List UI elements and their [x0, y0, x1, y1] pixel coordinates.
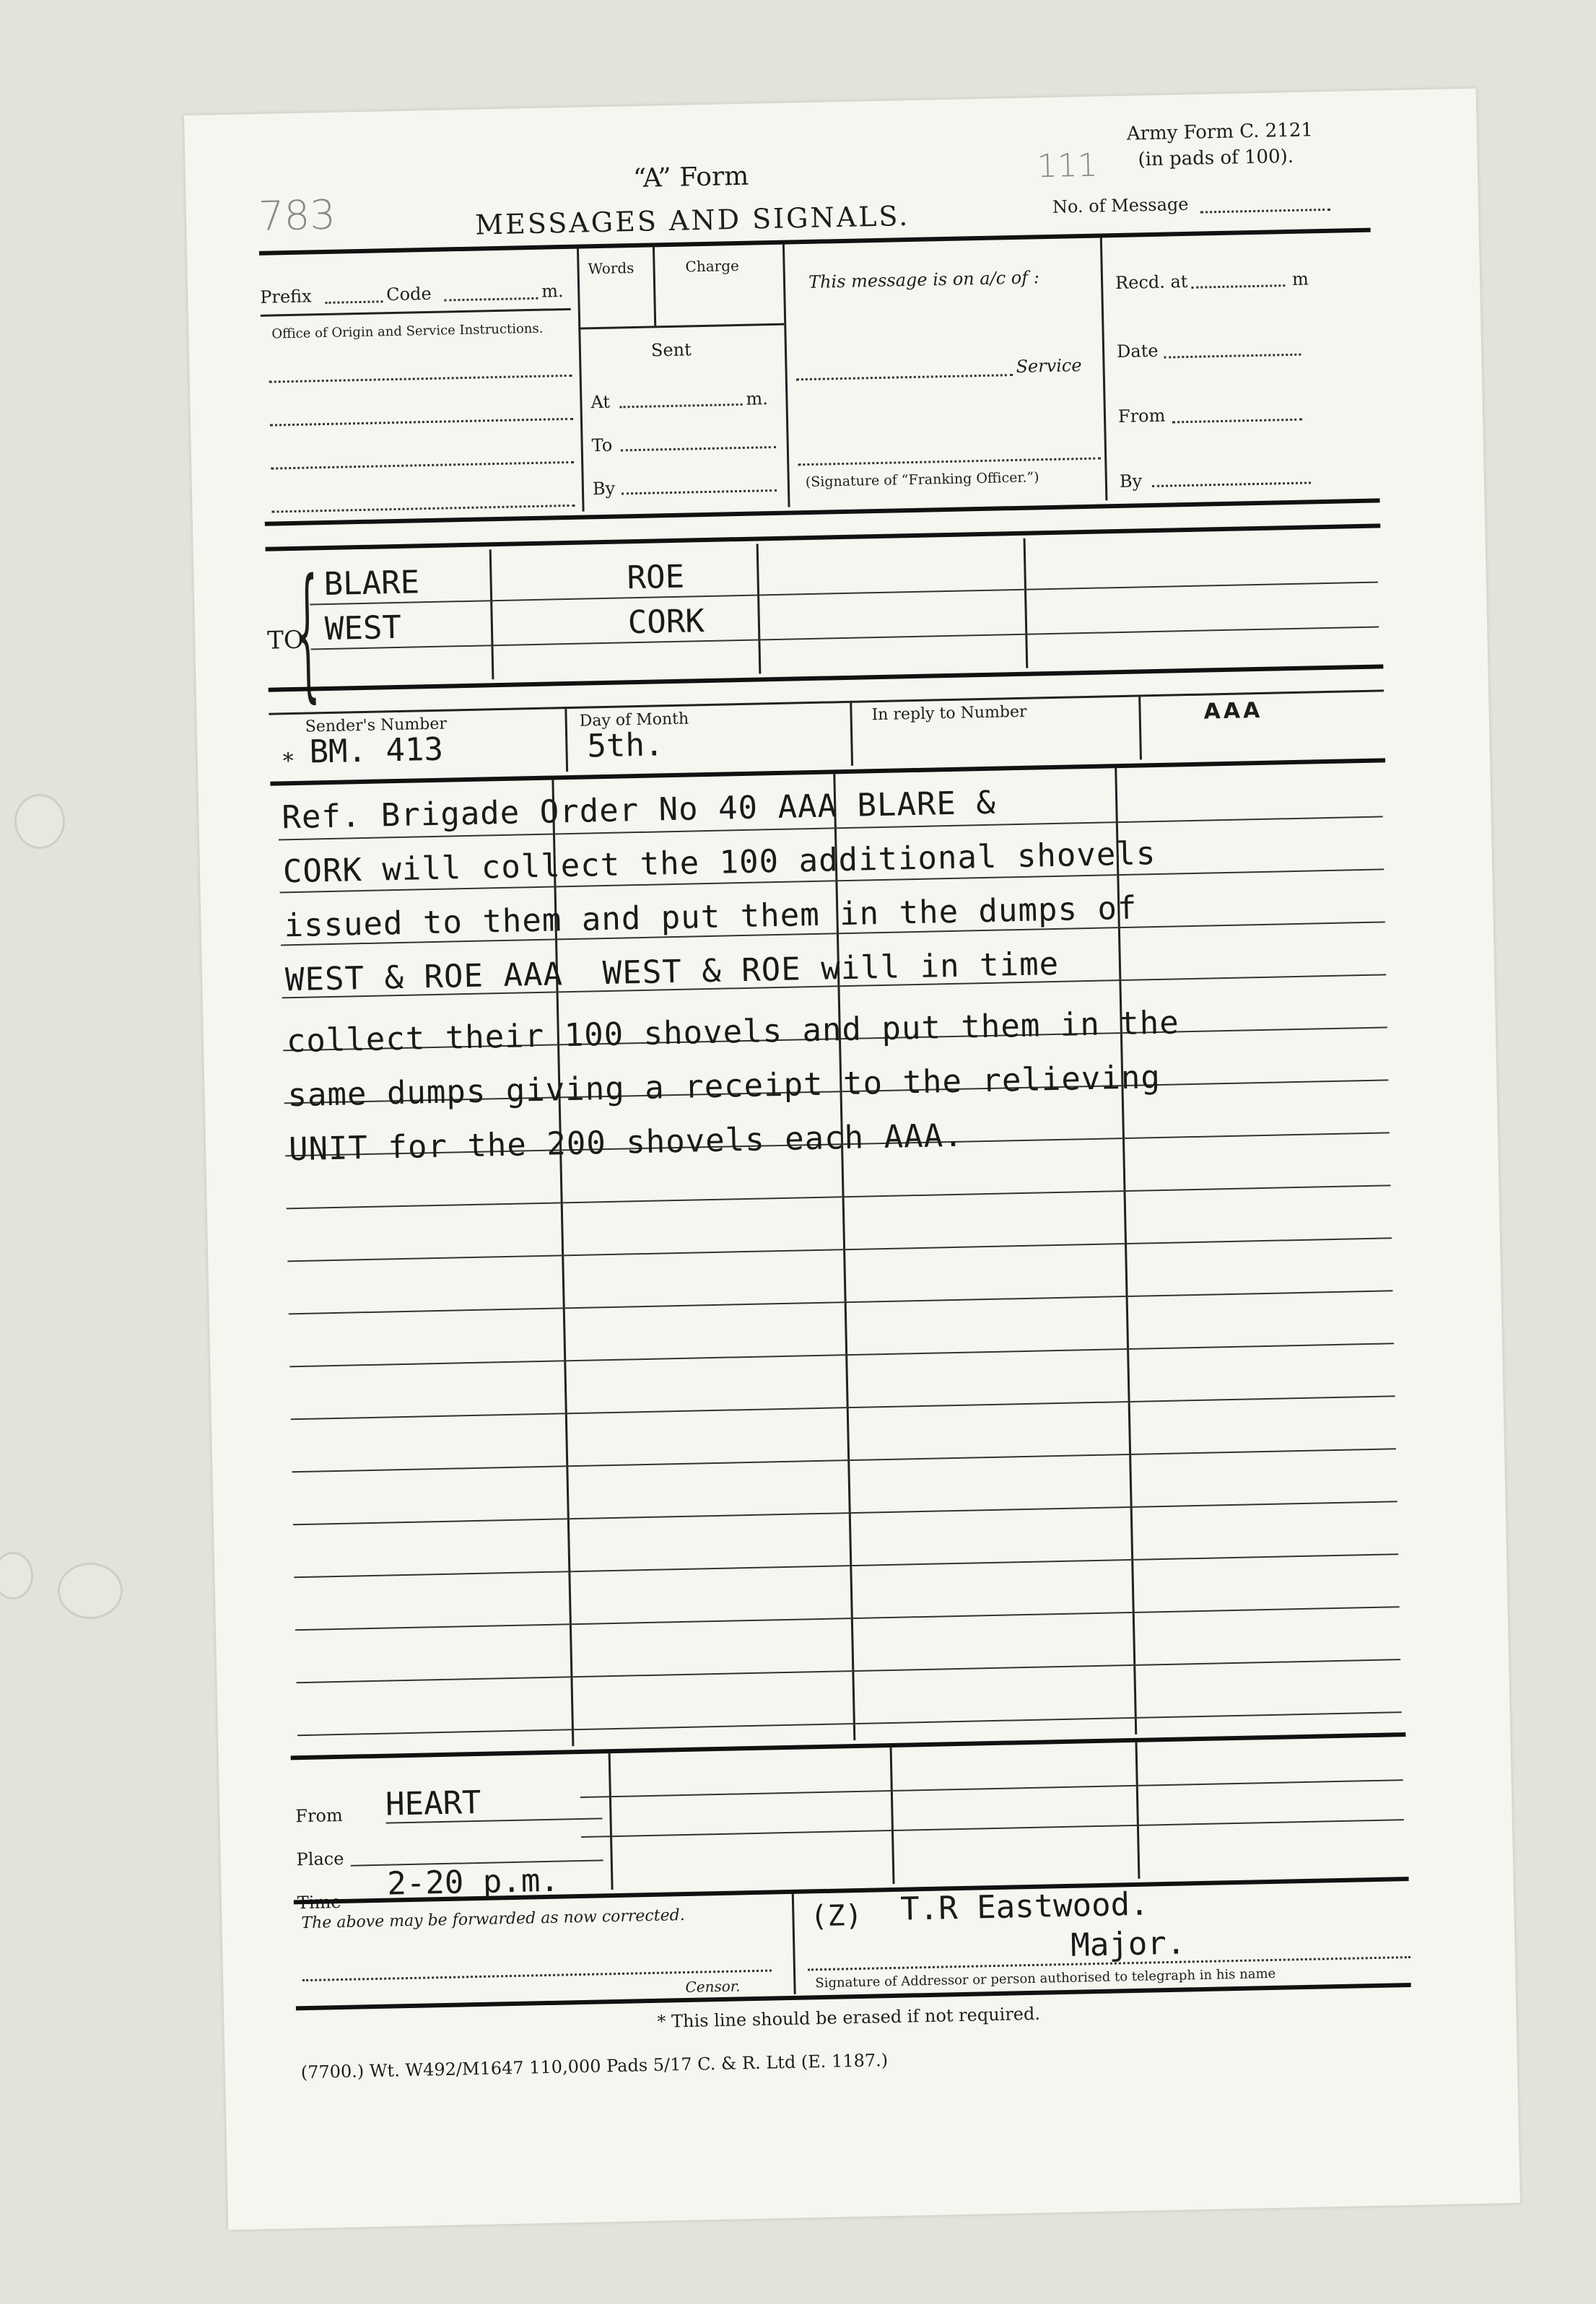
pencil-number: 783 — [258, 191, 336, 240]
writing-rule — [289, 1343, 1394, 1367]
message-line: Ref. Brigade Order No 40 AAA BLARE & — [281, 784, 997, 837]
writing-rule — [297, 1711, 1402, 1736]
writing-rule — [291, 1395, 1395, 1420]
punch-hole — [58, 1563, 123, 1619]
service-label: Service — [1016, 355, 1082, 377]
message-form — [184, 89, 1520, 2230]
z-mark: (Z) — [809, 1898, 863, 1934]
senders-number: BM. 413 — [308, 730, 444, 771]
time-label: Time — [297, 1891, 341, 1914]
message-line: collect their 100 shovels and put them in the — [286, 1004, 1180, 1060]
message-line: UNIT for the 200 shovels each AAA. — [288, 1117, 964, 1169]
message-line: issued to them and put them in the dumps of — [284, 889, 1138, 945]
message-number-label: No. of Message — [1052, 193, 1189, 217]
to-sent-label: To — [591, 435, 613, 456]
writing-rule — [293, 1501, 1397, 1525]
star-mark: * — [282, 749, 295, 774]
writing-rule — [287, 1184, 1391, 1209]
pads-note: (in pads of 100). — [1138, 145, 1294, 171]
form-letter: “A” Form — [632, 161, 749, 193]
forwarded-note: The above may be forwarded as now corrected. — [301, 1906, 685, 1933]
date-label: Date — [1116, 340, 1159, 362]
erase-note: * This line should be erased if not required. — [657, 2003, 1041, 2032]
reply-number-label: In reply to Number — [871, 702, 1027, 725]
m-label: m. — [541, 281, 564, 302]
franking-label: (Signature of “Franking Officer.”) — [805, 469, 1039, 491]
words-label: Words — [588, 258, 635, 278]
printer-line: (7700.) Wt. W492/M1647 110,000 Pads 5/17 C. & R. Ltd (E. 1187.) — [300, 2050, 889, 2083]
writing-rule — [294, 1553, 1398, 1578]
message-line: same dumps giving a receipt to the relieving — [287, 1058, 1161, 1114]
censor-label: Censor. — [685, 1977, 741, 1997]
punch-hole — [0, 1552, 33, 1600]
prefix-label: Prefix — [260, 286, 312, 307]
sent-label: Sent — [650, 339, 692, 361]
addressee: BLARE — [323, 564, 420, 603]
addressee: ROE — [627, 558, 685, 597]
writing-rule — [292, 1448, 1396, 1472]
to-brace: { — [294, 548, 321, 717]
army-form-number: Army Form C. 2121 — [1126, 119, 1314, 145]
at-m-label: m. — [746, 388, 769, 409]
writing-rule — [287, 1237, 1392, 1262]
writing-rule — [295, 1606, 1400, 1631]
ac-of-label: This message is on a/c of : — [808, 267, 1040, 292]
writing-rule — [296, 1659, 1400, 1683]
message-line: WEST & ROE AAA WEST & ROE will in time — [284, 945, 1060, 999]
signature-caption: Signature of Addressor or person authorised to telegraph in his name — [815, 1965, 1276, 1991]
aaa-label: AAA — [1203, 697, 1263, 725]
punch-hole — [14, 794, 65, 849]
code-label: Code — [385, 283, 432, 305]
pencil-mark: 111 — [1037, 147, 1099, 186]
from-label: From — [295, 1805, 344, 1827]
signer-rank: Major. — [1070, 1924, 1186, 1964]
office-instructions-label: Office of Origin and Service Instructions. — [271, 320, 544, 342]
to-label: TO — [266, 625, 305, 655]
at-label: At — [590, 391, 611, 413]
senders-number-label: Sender's Number — [305, 715, 448, 736]
signer-name: T.R Eastwood. — [899, 1885, 1150, 1928]
addressee: CORK — [627, 603, 705, 642]
form-title: MESSAGES AND SIGNALS. — [474, 199, 910, 241]
day-of-month: 5th. — [586, 726, 664, 765]
recd-m-label: m — [1291, 269, 1309, 289]
message-line: CORK will collect the 100 additional shovels — [282, 835, 1156, 891]
from-recd-label: From — [1117, 405, 1166, 427]
day-of-month-label: Day of Month — [579, 710, 689, 730]
message-grid — [184, 89, 1476, 115]
by-recd-label: By — [1119, 471, 1143, 492]
charge-label: Charge — [685, 256, 740, 276]
addressee: WEST — [324, 608, 402, 648]
time-value: 2-20 p.m. — [386, 1862, 560, 1903]
place-label: Place — [296, 1848, 344, 1870]
by-sent-label: By — [592, 478, 616, 499]
writing-rule — [289, 1290, 1393, 1314]
recd-at-label: Recd. at — [1115, 271, 1188, 294]
from-value: HEART — [385, 1784, 482, 1823]
